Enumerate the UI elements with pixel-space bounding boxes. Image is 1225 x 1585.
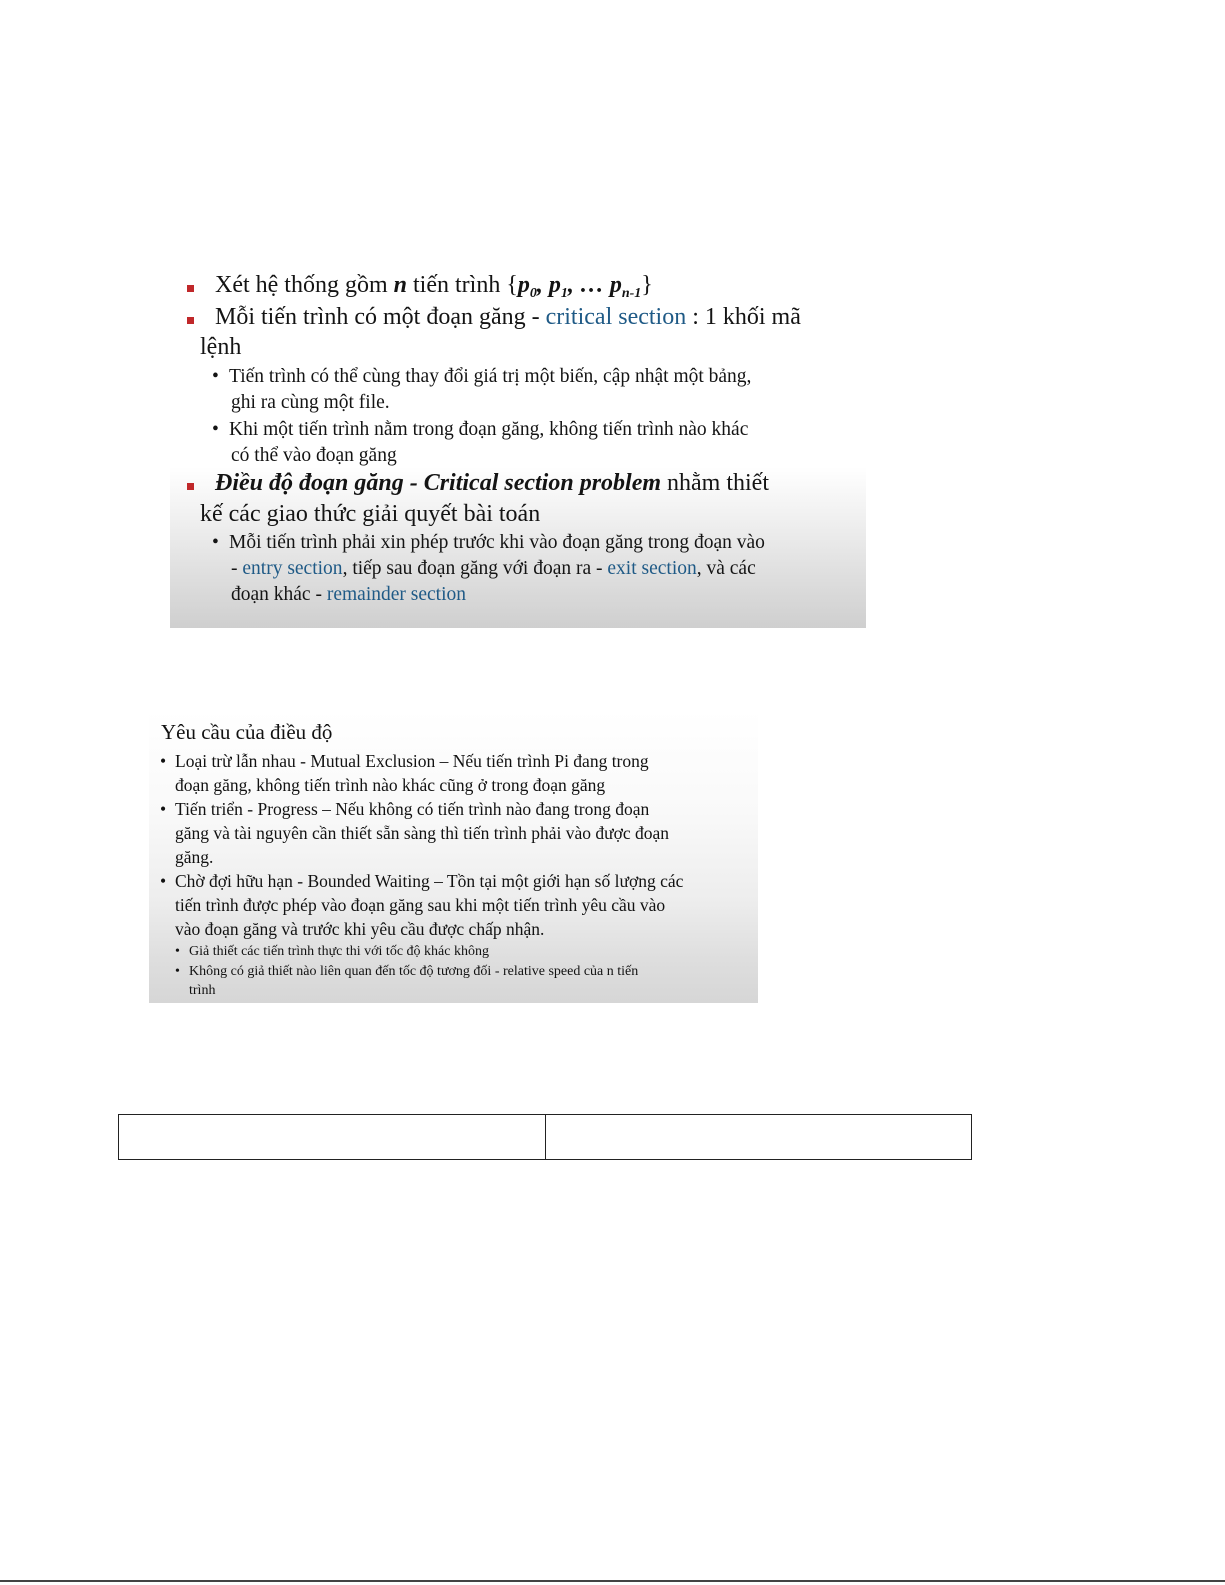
page-bottom-rule	[0, 1580, 1225, 1582]
slide1-line4: Điều độ đoạn găng - Critical section problem nhằm thiết	[215, 470, 769, 496]
slide1-line1: Xét hệ thống gồm n tiến trình {$p_0$, $p_1$, … $p_{n-1}$}	[215, 272, 653, 301]
slide2-bullet2-cont2: găng.	[175, 847, 214, 867]
slide1-bullet3: • Mỗi tiến trình phải xin phép trước khi vào đoạn găng trong đoạn vào	[212, 532, 765, 553]
slide2-bullet2-cont: găng và tài nguyên cần thiết sẵn sàng thì tiến trình phải vào được đoạn	[175, 823, 670, 843]
slide1-line5: kế các giao thức giải quyết bài toán	[200, 501, 541, 527]
slide1-bullet2: • Khi một tiến trình nằm trong đoạn găng, không tiến trình nào khác	[212, 419, 749, 440]
slide2-bullet3: • Chờ đợi hữu hạn - Bounded Waiting – Tồn tại một giới hạn số lượng các	[160, 871, 684, 891]
slide1-bullet3-cont2: đoạn khác - remainder section	[231, 584, 466, 605]
slide2-title: Yêu cầu của điều độ	[161, 720, 333, 744]
table-cell-right[interactable]	[545, 1115, 972, 1160]
slide2-subbullet2-cont: trình	[189, 983, 216, 998]
slide2-bullet3-cont: tiến trình được phép vào đoạn găng sau khi một tiến trình yêu cầu vào	[175, 895, 666, 915]
slide-requirements	[149, 710, 758, 1003]
slide1-bullet1: • Tiến trình có thể cùng thay đổi giá trị một biến, cập nhật một bảng,	[212, 366, 752, 387]
slide2-subbullet2: • Không có giả thiết nào liên quan đến tốc độ tương đối - relative speed của n tiến	[175, 964, 639, 979]
square-bullet-icon	[187, 317, 194, 324]
slide2-bullet2: • Tiến triển - Progress – Nếu không có tiến trình nào đang trong đoạn	[160, 799, 650, 819]
slide1-bullet3-cont: - entry section, tiếp sau đoạn găng với đoạn ra - exit section, và các	[231, 558, 756, 579]
slide-critical-section	[170, 262, 866, 628]
slide2-bullet1: • Loại trừ lẫn nhau - Mutual Exclusion – Nếu tiến trình Pi đang trong	[160, 751, 649, 771]
slide1-bullet1-cont: ghi ra cùng một file.	[231, 392, 390, 413]
empty-table	[118, 1114, 972, 1160]
square-bullet-icon	[187, 285, 194, 292]
slide2-subbullet1: • Giả thiết các tiến trình thực thi với tốc độ khác không	[175, 944, 489, 959]
table-row	[119, 1115, 972, 1160]
table-cell-left[interactable]	[119, 1115, 546, 1160]
slide1-line2: Mỗi tiến trình có một đoạn găng - critical section : 1 khối mã	[215, 304, 801, 330]
slide2-bullet3-cont2: vào đoạn găng và trước khi yêu cầu được chấp nhận.	[175, 919, 545, 939]
square-bullet-icon	[187, 483, 194, 490]
slide1-bullet2-cont: có thể vào đoạn găng	[231, 445, 397, 466]
slide1-line3: lệnh	[200, 334, 242, 360]
slide2-bullet1-cont: đoạn găng, không tiến trình nào khác cũng ở trong đoạn găng	[175, 775, 606, 795]
